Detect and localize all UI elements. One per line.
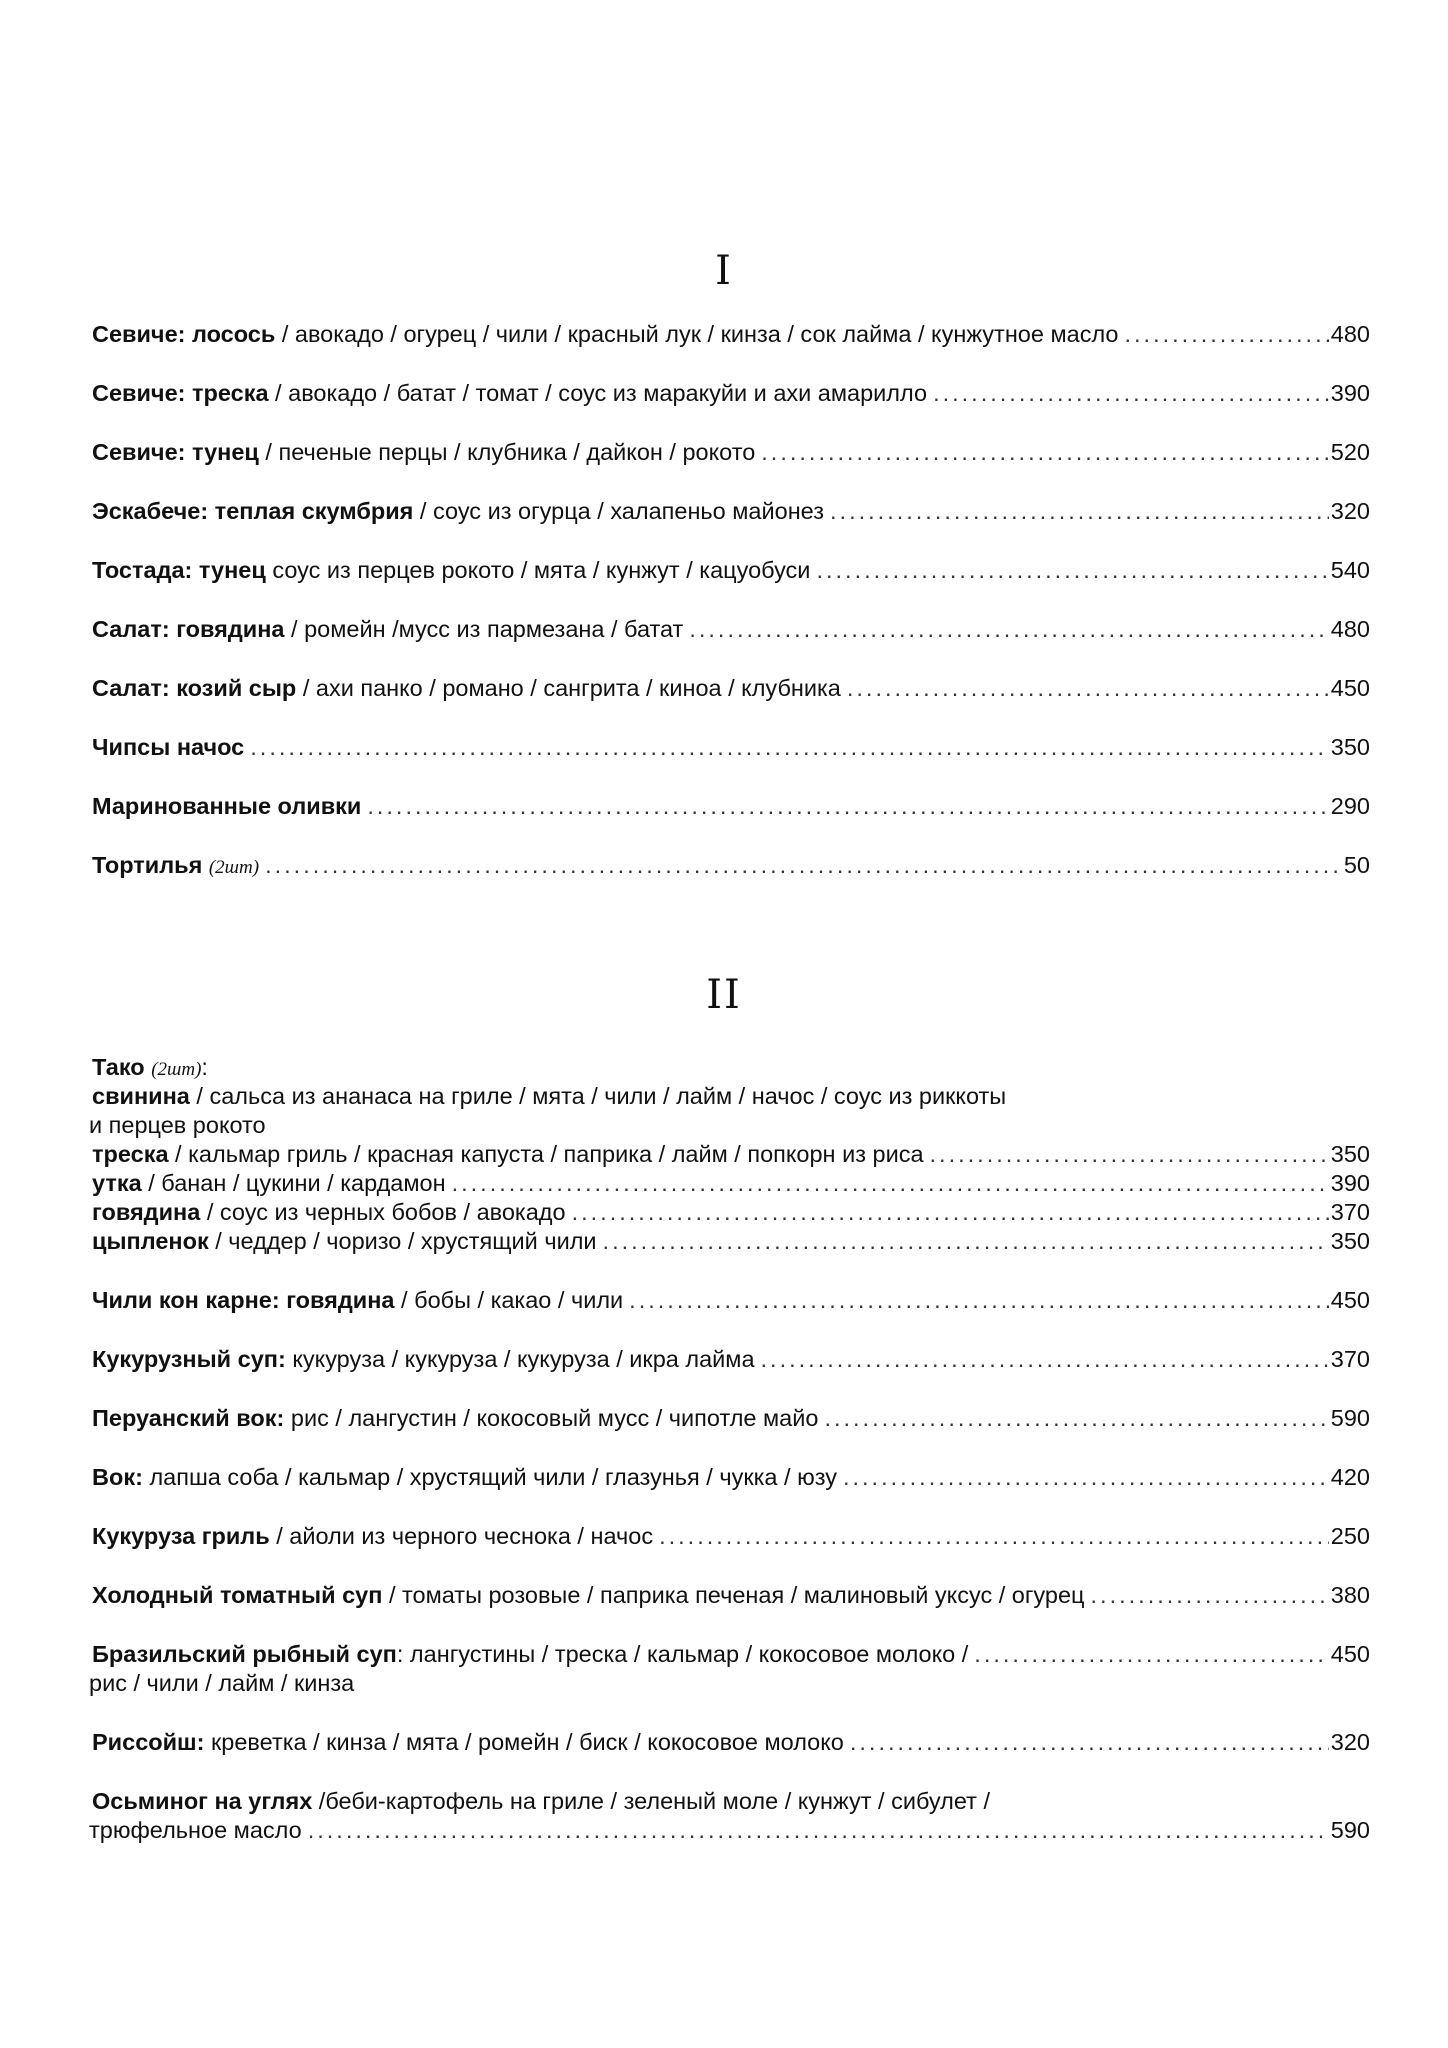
item-name: говядина (92, 1199, 201, 1225)
leader-dots (830, 497, 1329, 526)
menu-item (92, 438, 1370, 467)
menu-item (92, 320, 1370, 349)
leader-dots (308, 1816, 1329, 1845)
menu-item (92, 1404, 1370, 1433)
item-price: 350 (1330, 1228, 1370, 1254)
item-name: Севиче: тунец (92, 439, 259, 465)
item-name: цыпленок (92, 1228, 209, 1254)
item-name: Кукурузный суп: (92, 1346, 286, 1372)
leader-dots (250, 733, 1329, 762)
item-name: утка (92, 1170, 142, 1196)
item-price: 50 (1343, 852, 1370, 878)
item-price: 450 (1330, 1641, 1370, 1667)
leader-dots (603, 1227, 1329, 1256)
item-desc: / кальмар гриль / красная капуста / паприка / лайм / попкорн из риса (168, 1141, 924, 1167)
leader-dots (629, 1286, 1329, 1315)
item-desc: / ахи панко / романо / сангрита / киноа / клубника (296, 675, 841, 701)
item-desc: / банан / цукини / кардамон (141, 1170, 446, 1196)
item-name: Тортилья (92, 852, 203, 878)
item-price: 290 (1330, 793, 1370, 819)
menu-item (92, 556, 1370, 585)
item-price: 320 (1330, 498, 1370, 524)
item-desc: / авокадо / батат / томат / соус из маракуйи и ахи амарилло (268, 380, 928, 406)
menu-item (92, 1522, 1370, 1551)
leader-dots (659, 1522, 1329, 1551)
item-price: 540 (1330, 557, 1370, 583)
item-name: Вок: (92, 1464, 143, 1490)
leader-dots (824, 1404, 1328, 1433)
section-numeral-2: II (706, 972, 742, 1018)
tacos-pork-line1 (92, 1082, 1006, 1111)
item-name: Салат: козий сыр (92, 675, 297, 701)
item-name: Чили кон карне: говядина (92, 1287, 395, 1313)
menu-item (92, 1463, 1370, 1492)
menu-item (92, 1640, 1370, 1669)
menu-item (92, 851, 1370, 882)
menu-item (92, 733, 1370, 762)
item-price: 320 (1330, 1729, 1370, 1755)
item-price: 590 (1330, 1817, 1370, 1843)
item-price: 450 (1330, 675, 1370, 701)
item-name: Бразильский рыбный суп (92, 1641, 397, 1667)
item-price: 420 (1330, 1464, 1370, 1490)
item-desc: / ромейн /мусс из пармезана / батат (284, 616, 684, 642)
menu-item-line1 (92, 1787, 990, 1816)
leader-dots (974, 1640, 1328, 1669)
item-price: 480 (1330, 616, 1370, 642)
leader-dots (816, 556, 1328, 585)
leader-dots (843, 1463, 1329, 1492)
menu-item (92, 1169, 1370, 1198)
item-price: 370 (1330, 1199, 1370, 1225)
item-desc: : лангустины / треска / кальмар / кокосовое молоко / (396, 1641, 969, 1667)
item-price: 390 (1330, 380, 1370, 406)
item-name: Риссойш: (92, 1729, 205, 1755)
item-desc: / чеддер / чоризо / хрустящий чили (208, 1228, 597, 1254)
item-desc: рис / лангустин / кокосовый мусс / чипотле майо (284, 1405, 819, 1431)
menu-item (92, 1728, 1370, 1757)
item-name: Севиче: треска (92, 380, 269, 406)
item-desc: кукуруза / кукуруза / кукуруза / икра лайма (285, 1346, 755, 1372)
item-price: 480 (1330, 321, 1370, 347)
item-name: Холодный томатный суп (92, 1582, 383, 1608)
leader-dots (1091, 1581, 1329, 1610)
leader-dots (847, 674, 1329, 703)
item-name: Салат: говядина (92, 616, 285, 642)
tacos-pork-line2: и перцев рокото (89, 1112, 266, 1138)
item-desc: / авокадо / огурец / чили / красный лук / кинза / сок лайма / кунжутное масло (275, 321, 1119, 347)
leader-dots (933, 379, 1329, 408)
item-name: Перуанский вок: (92, 1405, 285, 1431)
tacos-note: (2шт) (151, 1059, 202, 1080)
item-desc: / сальса из ананаса на гриле / мята / чили / лайм / начос / соус из риккоты (189, 1083, 1007, 1109)
leader-dots (265, 851, 1342, 880)
item-name: Чипсы начос (92, 734, 245, 760)
section-numeral-1: I (715, 248, 733, 294)
item-name: Эскабече: теплая скумбрия (92, 498, 414, 524)
item-name: Севиче: лосось (92, 321, 276, 347)
item-desc: / бобы / какао / чили (394, 1287, 624, 1313)
leader-dots (689, 615, 1328, 644)
leader-dots (761, 438, 1329, 467)
item-name: Тостада: тунец (92, 557, 266, 583)
item-price: 370 (1330, 1346, 1370, 1372)
item-desc: / печеные перцы / клубника / дайкон / рокото (258, 439, 756, 465)
menu-item (92, 674, 1370, 703)
menu-item (92, 1140, 1370, 1169)
item-desc-continued: трюфельное масло (89, 1817, 302, 1843)
item-price: 520 (1330, 439, 1370, 465)
item-desc: / томаты розовые / паприка печеная / малиновый уксус / огурец (382, 1582, 1085, 1608)
menu-item (92, 379, 1370, 408)
item-price: 350 (1330, 734, 1370, 760)
item-price: 250 (1330, 1523, 1370, 1549)
menu-item (92, 1227, 1370, 1256)
leader-dots (1125, 320, 1329, 349)
item-desc: /беби-картофель на гриле / зеленый моле / кунжут / сибулет / (312, 1788, 990, 1814)
leader-dots (572, 1198, 1329, 1227)
menu-item (92, 615, 1370, 644)
menu-item (92, 1581, 1370, 1610)
item-name: Маринованные оливки (92, 793, 362, 819)
tacos-title: Тако (2шт): (92, 1054, 208, 1080)
item-desc: соус из перцев рокото / мята / кунжут / кацуобуси (265, 557, 811, 583)
item-price: 380 (1330, 1582, 1370, 1608)
menu-item (92, 1286, 1370, 1315)
item-name: Кукуруза гриль (92, 1523, 270, 1549)
menu-item (92, 497, 1370, 526)
item-desc: креветка / кинза / мята / ромейн / биск / кокосовое молоко (204, 1729, 844, 1755)
item-price: 390 (1330, 1170, 1370, 1196)
leader-dots (761, 1345, 1329, 1374)
item-price: 350 (1330, 1141, 1370, 1167)
item-name: Осьминог на углях (92, 1788, 313, 1814)
item-price: 590 (1330, 1405, 1370, 1431)
item-desc: / соус из огурца / халапеньо майонез (413, 498, 825, 524)
item-desc-continued: рис / чили / лайм / кинза (89, 1670, 355, 1696)
item-name: свинина (92, 1083, 190, 1109)
menu-item (89, 1816, 1370, 1845)
item-desc: лапша соба / кальмар / хрустящий чили / глазунья / чукка / юзу (142, 1464, 837, 1490)
menu-item (92, 1345, 1370, 1374)
menu-item (92, 792, 1370, 821)
leader-dots (452, 1169, 1329, 1198)
leader-dots (850, 1728, 1329, 1757)
leader-dots (367, 792, 1328, 821)
item-desc: / соус из черных бобов / авокадо (200, 1199, 566, 1225)
item-name: треска (92, 1141, 169, 1167)
item-price: 450 (1330, 1287, 1370, 1313)
item-desc: / айоли из черного чеснока / начос (269, 1523, 654, 1549)
menu-item (92, 1198, 1370, 1227)
item-note: (2шт) (208, 857, 260, 878)
leader-dots (930, 1140, 1329, 1169)
